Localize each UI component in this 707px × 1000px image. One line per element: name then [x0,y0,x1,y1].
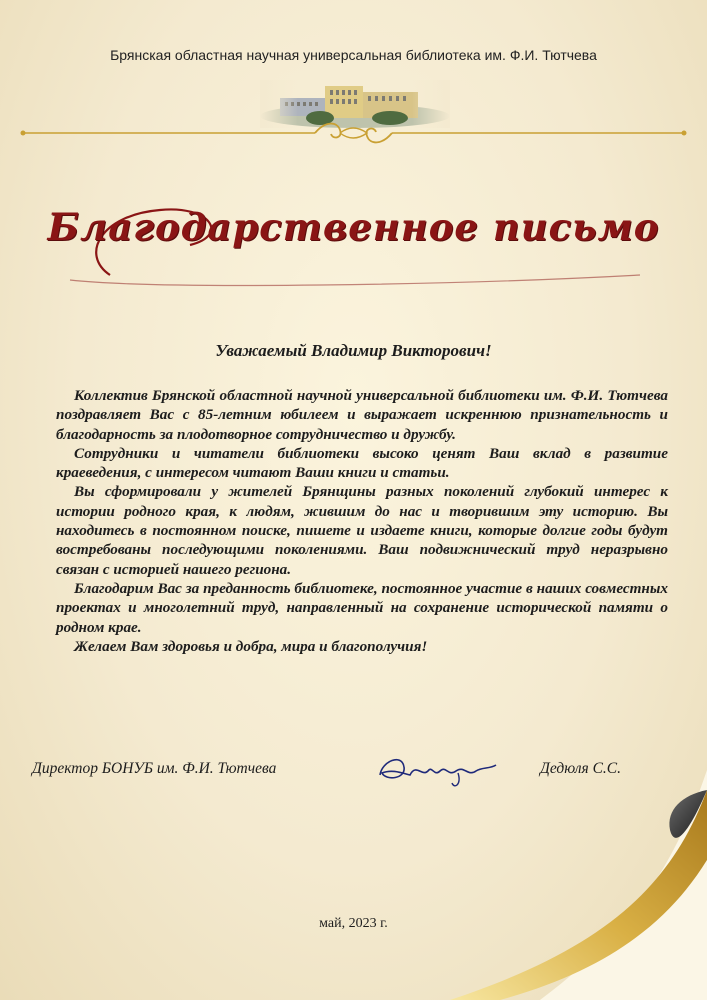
body-paragraph: Благодарим Вас за преданность библиотеке, постоянное участие в наших совместных проектах и многолетний труд, направленный на сохранение исторической памяти о родном крае. [56,579,668,636]
body-paragraph: Желаем Вам здоровья и добра, мира и благополучия! [74,637,428,655]
library-header: Брянская областная научная универсальная библиотека им. Ф.И. Тютчева [110,47,597,63]
body-paragraph: Вы сформировали у жителей Брянщины разных поколений глубокий интерес к истории родного края, к людям, жившим до нас и творившим эту историю. Вы находитесь в постоянном поиске, пишете и издаете книги, которые долгие годы будут востребованы последующими поколениями. Ваш подвижнический труд неразрывно связан с историей нашего региона. [56,483,668,578]
page-curl-corner [420,770,707,1000]
body-paragraph: Коллектив Брянской областной научной универсальной библиотеки им. Ф.И. Тютчева поздравляет Вас с 85-летним юбилеем и выражает искреннюю признательность и благодарность за плодотворное сотрудничество и дружбу. [56,387,668,443]
signatory-role: Директор БОНУБ им. Ф.И. Тютчева [32,760,277,777]
letter-date: май, 2023 г. [319,916,388,931]
signatory-name: Дедюля С.С. [540,760,622,777]
body-paragraph: Сотрудники и читатели библиотеки высоко ценят Ваш вклад в развитие краеведения, с интересом читают Ваши книги и статьи. [56,444,668,482]
gold-divider-flourish [15,118,692,148]
salutation: Уважаемый Владимир Викторович! [215,341,492,360]
letter-body [56,386,668,656]
letter-title: Благодарственное письмо [47,205,660,249]
